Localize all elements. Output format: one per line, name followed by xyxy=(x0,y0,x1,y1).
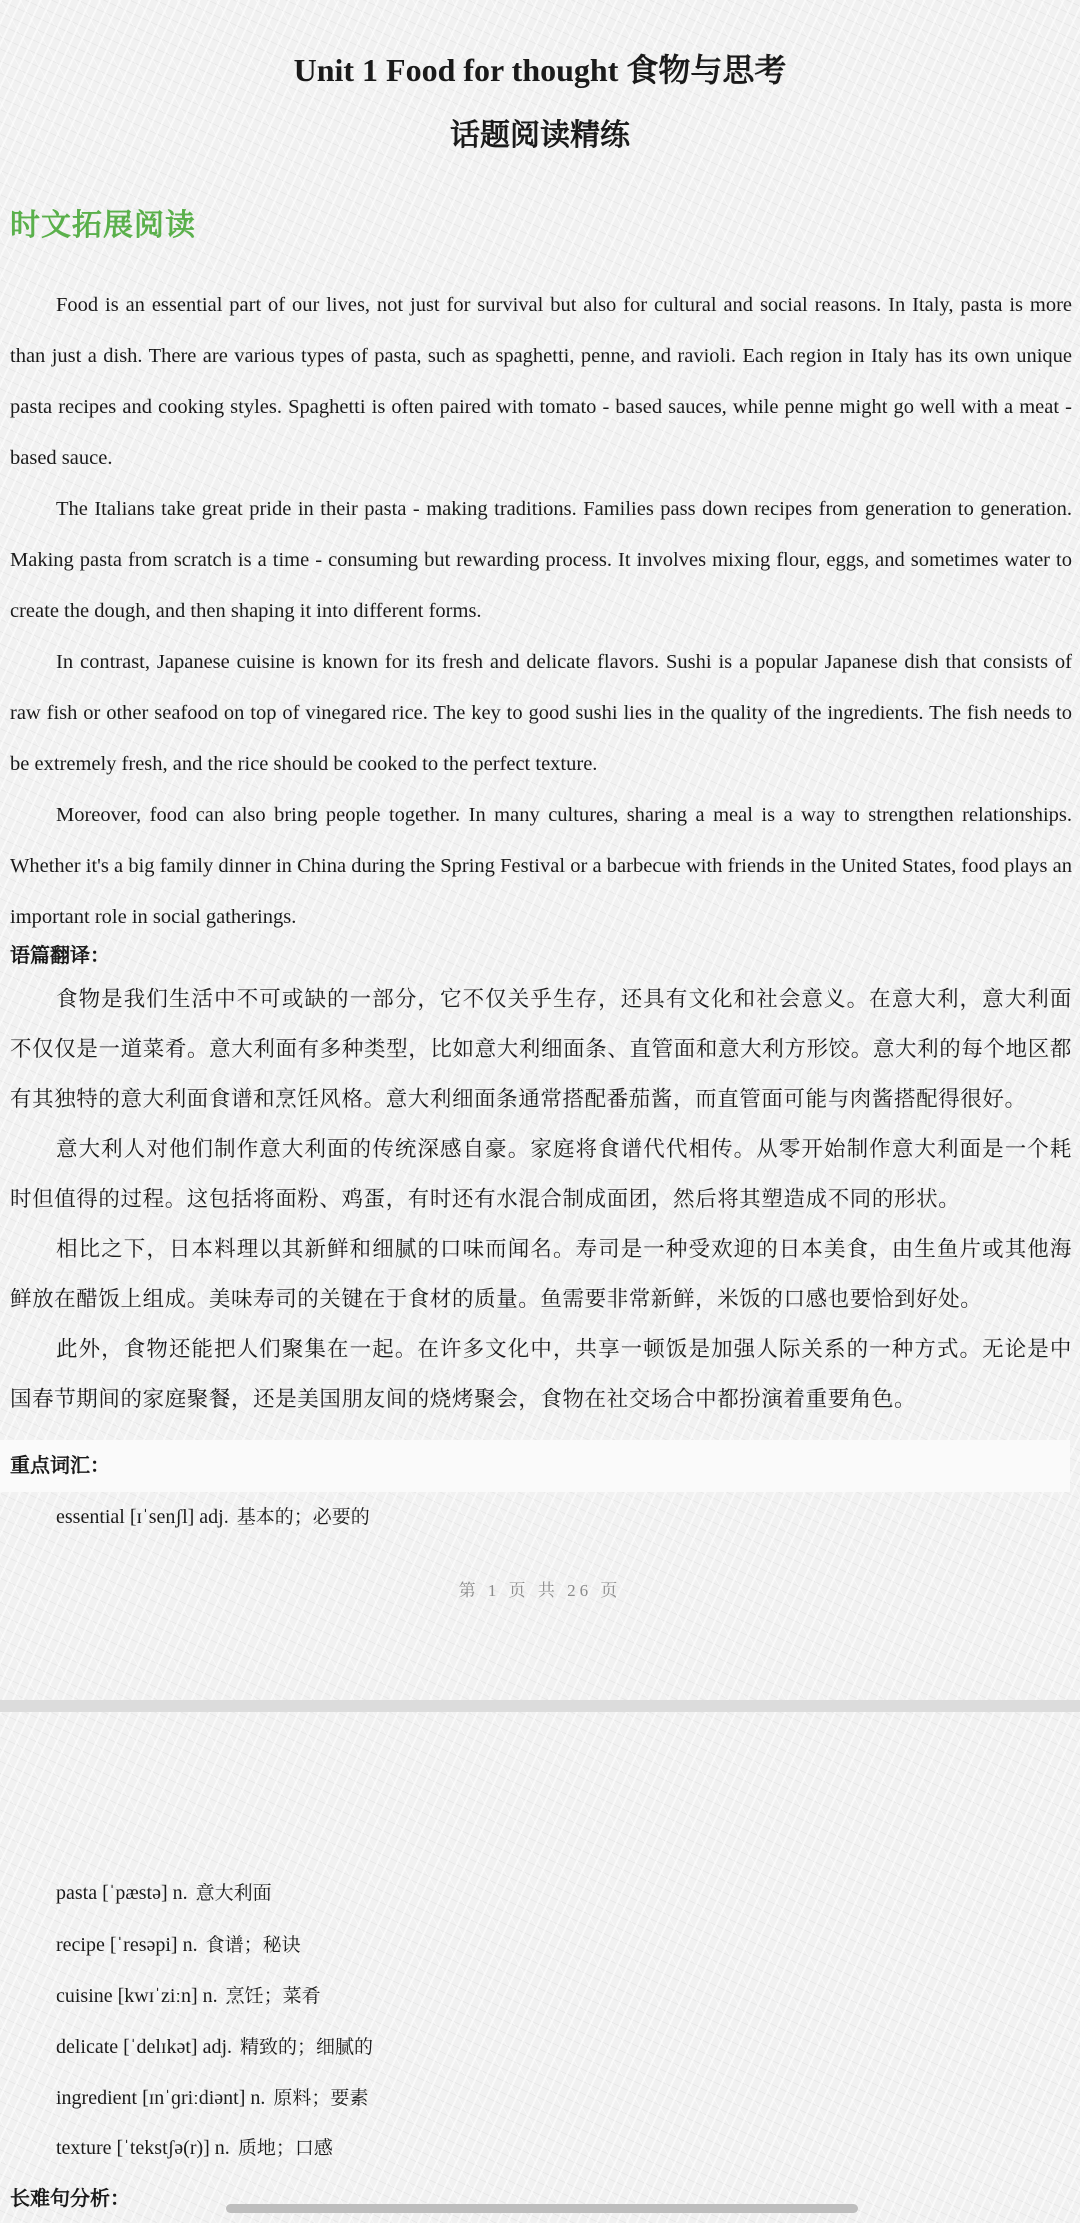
vocab-meaning: 烹饪；菜肴 xyxy=(225,1985,321,2007)
vocab-word: recipe [ˈresəpi] n. xyxy=(56,1934,198,1956)
page-gap xyxy=(0,1700,1080,1712)
vocab-word: ingredient [ɪnˈɡriːdiənt] n. xyxy=(56,2087,266,2109)
translation-label: 语篇翻译： xyxy=(10,943,110,967)
document-title: Unit 1 Food for thought 食物与思考 xyxy=(293,52,787,88)
vocab-meaning: 食谱；秘诀 xyxy=(205,1934,301,1956)
vocab-word: pasta [ˈpæstə] n. xyxy=(56,1882,188,1904)
vocab-item xyxy=(56,1982,321,2010)
chinese-paragraph: 此外，食物还能把人们聚集在一起。在许多文化中，共享一顿饭是加强人际关系的一种方式。无论是中国春节期间的家庭聚餐，还是美国朋友间的烧烤聚会，食物在社交场合中都扮演着重要角色。 xyxy=(10,1337,1072,1412)
vocab-meaning: 基本的；必要的 xyxy=(236,1506,370,1528)
vocab-word: essential [ɪˈsenʃl] adj. xyxy=(56,1506,229,1528)
page-footer: 第 1 页 共 26 页 xyxy=(458,1581,622,1600)
vocab-item xyxy=(56,1503,370,1531)
horizontal-scrollbar[interactable] xyxy=(226,2204,858,2213)
document-subtitle: 话题阅读精练 xyxy=(450,118,630,153)
chinese-paragraph: 意大利人对他们制作意大利面的传统深感自豪。家庭将食谱代代相传。从零开始制作意大利面是一个耗时但值得的过程。这包括将面粉、鸡蛋，有时还有水混合制成面团，然后将其塑造成不同的形状。 xyxy=(10,1137,1072,1212)
sentences-label: 长难句分析： xyxy=(10,2186,130,2210)
english-paragraph: Moreover, food can also bring people together. In many cultures, sharing a meal is a way to strengthen relationships. Whether it's a big family dinner in China during the Spring Festival or a barbecue with friends in the United States, food plays an important role in social gatherings. xyxy=(10,804,1072,928)
chinese-translation xyxy=(10,975,1072,1425)
english-paragraph: In contrast, Japanese cuisine is known for its fresh and delicate flavors. Sushi is a popular Japanese dish that consists of raw fish or other seafood on top of vinegared rice. The key to good sushi lies in the quality of the ingredients. The fish needs to be extremely fresh, and the rice should be cooked to the perfect texture. xyxy=(10,651,1072,775)
vocab-item xyxy=(56,1931,301,1959)
english-paragraph: The Italians take great pride in their pasta - making traditions. Families pass down recipes from generation to generation. Making pasta from scratch is a time - consuming but rewarding process. It involves mixing flour, eggs, and sometimes water to create the dough, and then shaping it into different forms. xyxy=(10,498,1072,622)
vocab-label: 重点词汇： xyxy=(10,1453,110,1477)
vocab-item xyxy=(56,2084,368,2112)
vocab-word: texture [ˈtekstʃə(r)] n. xyxy=(56,2137,230,2159)
vocab-meaning: 意大利面 xyxy=(195,1882,272,1904)
vocab-word: delicate [ˈdelɪkət] adj. xyxy=(56,2036,233,2058)
vocab-meaning: 精致的；细腻的 xyxy=(240,2036,374,2058)
vocab-word: cuisine [kwɪˈziːn] n. xyxy=(56,1985,218,2007)
vocab-item xyxy=(56,2033,373,2061)
vocab-meaning: 质地；口感 xyxy=(237,2137,333,2159)
english-article xyxy=(10,280,1072,943)
chinese-paragraph: 相比之下，日本料理以其新鲜和细腻的口味而闻名。寿司是一种受欢迎的日本美食，由生鱼片或其他海鲜放在醋饭上组成。美味寿司的关键在于食材的质量。鱼需要非常新鲜，米饭的口感也要恰到好处。 xyxy=(10,1237,1072,1312)
vocab-item xyxy=(56,1879,272,1907)
vocab-header-band xyxy=(0,1440,1070,1492)
section-heading: 时文拓展阅读 xyxy=(10,208,196,243)
vocab-meaning: 原料；要素 xyxy=(273,2087,369,2109)
english-paragraph: Food is an essential part of our lives, not just for survival but also for cultural and social reasons. In Italy, pasta is more than just a dish. There are various types of pasta, such as spaghetti, penne, and ravioli. Each region in Italy has its own unique pasta recipes and cooking styles. Spaghetti is often paired with tomato - based sauces, while penne might go well with a meat - based sauce. xyxy=(10,294,1072,469)
vocab-item xyxy=(56,2134,333,2162)
chinese-paragraph: 食物是我们生活中不可或缺的一部分，它不仅关乎生存，还具有文化和社会意义。在意大利，意大利面不仅仅是一道菜肴。意大利面有多种类型，比如意大利细面条、直管面和意大利方形饺。意大利的每个地区都有其独特的意大利面食谱和烹饪风格。意大利细面条通常搭配番茄酱，而直管面可能与肉酱搭配得很好。 xyxy=(10,987,1072,1112)
